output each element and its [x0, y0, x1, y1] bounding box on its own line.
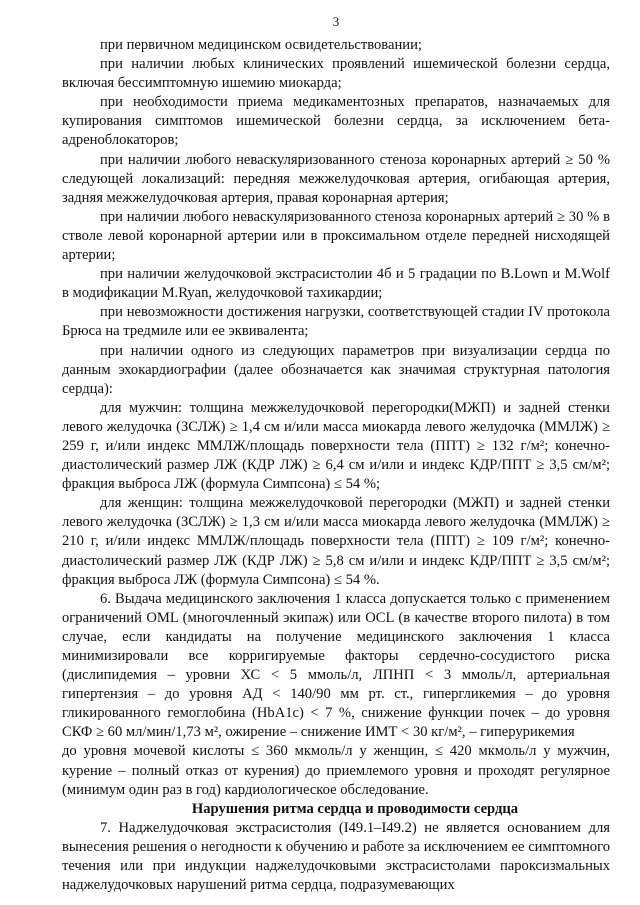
- paragraph-item-7: 7. Наджелудочковая экстрасистолия (I49.1–I49.2) не является основанием для вынесения решения о негодности к обучению и работе за исключением ее симптомного течения или при индукции наджелудочковыми экстрасистолами пароксизмальных наджелудочковых нарушений ритма сердца, подразумевающих: [62, 819, 610, 894]
- section-heading: Нарушения ритма сердца и проводимости сердца: [191, 800, 519, 817]
- paragraph-echocardiography: при наличии одного из следующих параметров при визуализации сердца по данным эхокардиографии (далее обозначается как значимая структурная патология сердца):: [62, 342, 610, 397]
- paragraph-item-6: 6. Выдача медицинского заключения 1 класса допускается только с применением ограничений OML (многочленный экипаж) или OCL (в качестве второго пилота) в том случае, если кандидаты на получение медицинского заключения 1 класса минимизировали все корригируемые факторы сердечно-сосудистого риска (дислипидемия – уровни ХС < 5 ммоль/л, ЛПНП < 3 ммоль/л, артериальная гипертензия – до уровня АД < 140/90 мм рт. ст., гипергликемия – до уровня гликированного гемоглобина (HbA1c) < 7 %, снижение функции почек – до уровня СКФ ≥ 60 мл/мин/1,73 м², ожирение – снижение ИМТ < 30 кг/м², – гиперурикемия: [62, 590, 610, 741]
- paragraph-bruce-protocol: при невозможности достижения нагрузки, соответствующей стадии IV протокола Брюса на тредмиле или ее эквивалента;: [62, 304, 610, 340]
- paragraph-primary-exam: при первичном медицинском освидетельствовании;: [100, 37, 422, 53]
- page-number: 3: [332, 14, 340, 29]
- paragraph-stenosis-30: при наличии любого неваскуляризованного стеноза коронарных артерий ≥ 30 % в стволе левой коронарной артерии или в проксимальном отделе передней нисходящей артерии;: [62, 208, 610, 264]
- paragraph-medications: при необходимости приема медикаментозных препаратов, назначаемых для купирования симптомов ишемической болезни сердца, за исключением бета-адреноблокаторов;: [62, 94, 610, 149]
- paragraph-ischemia: при наличии любых клинических проявлений ишемической болезни сердца, включая бессимптомную ишемию миокарда;: [62, 56, 610, 92]
- paragraph-men-criteria: для мужчин: толщина межжелудочковой перегородки(МЖП) и задней стенки левого желудочка (ЗСЛЖ) ≥ 1,4 см и/или масса миокарда левого желудочка (ММЛЖ) ≥ 259 г, и/или индекс ММЛЖ/площадь поверхности тела (ППТ) ≥ 132 г/м²; конечно-диастолический размер ЛЖ (КДР ЛЖ) ≥ 6,4 см и/или и индекс КДР/ППТ ≥ 3,5 см/м²; фракция выброса ЛЖ (формула Симпсона) ≤ 54 %;: [62, 399, 610, 493]
- paragraph-women-criteria: для женщин: толщина межжелудочковой перегородки (МЖП) и задней стенки левого желудочка (ЗСЛЖ) ≥ 1,3 см и/или масса миокарда левого желудочка (ММЛЖ) ≥ 210 г, и/или индекс ММЛЖ/площадь поверхности тела (ППТ) ≥ 109 г/м²; конечно-диастолический размер ЛЖ (КДР ЛЖ) ≥ 5,8 см и/или и индекс КДР/ППТ ≥ 3,5 см/м²; фракция выброса ЛЖ (формула Симпсона) ≤ 54 %.: [62, 495, 610, 588]
- paragraph-stenosis-50: при наличии любого неваскуляризованного стеноза коронарных артерий ≥ 50 % следующей локализаций: передняя межжелудочковая артерия, огибающая артерия, задняя межжелудочковая артерия, правая коронарная артерия;: [62, 151, 610, 206]
- paragraph-ventricular-extrasystole: при наличии желудочковой экстрасистолии 4б и 5 градации по B.Lown и M.Wolf в модификации M.Ryan, желудочковой тахикардии;: [62, 266, 610, 302]
- document-body: [62, 36, 610, 895]
- paragraph-item-6-continuation: до уровня мочевой кислоты ≤ 360 мкмоль/л у женщин, ≤ 420 мкмоль/л у мужчин, курение – полный отказ от курения) до приемлемого уровня и проходят регулярное (минимум один раз в год) кардиологическое обследование.: [62, 743, 610, 798]
